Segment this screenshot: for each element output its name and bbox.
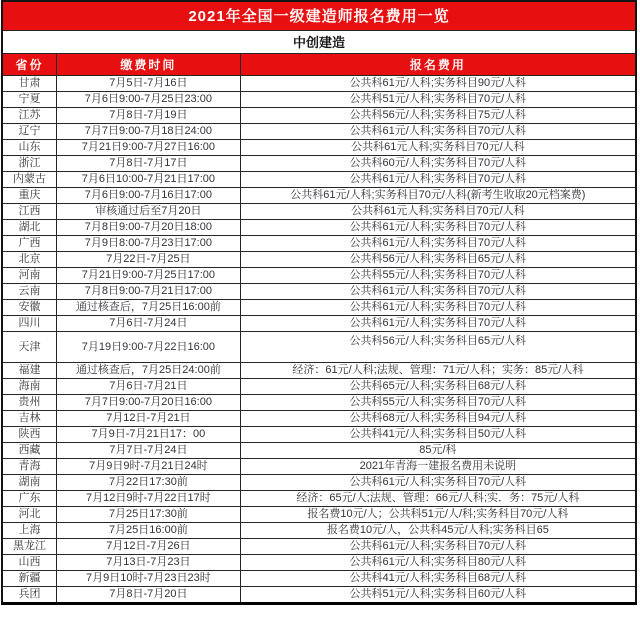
province-cell: 黑龙江 xyxy=(2,539,57,555)
table-row xyxy=(2,284,636,300)
time-cell: 7月6日-7月21日 xyxy=(57,379,241,395)
province-cell: 天津 xyxy=(2,332,57,363)
table-row xyxy=(2,363,636,379)
table-row xyxy=(2,507,636,523)
fee-cell: 报名费10元/人；公共科51元/人/科;实务科目70元/人科 xyxy=(240,507,636,523)
column-header-time: 缴费时间 xyxy=(57,54,241,76)
table-row xyxy=(2,236,636,252)
fee-cell: 公共科60元/人科;实务科目70元/人科 xyxy=(240,156,636,172)
time-cell: 7月21日9:00-7月25日17:00 xyxy=(57,268,241,284)
province-cell: 河南 xyxy=(2,268,57,284)
table-row xyxy=(2,252,636,268)
table-row xyxy=(2,475,636,491)
time-cell: 7月9日9时-7月21日24时 xyxy=(57,459,241,475)
table-row xyxy=(2,156,636,172)
time-cell: 7月22日17:30前 xyxy=(57,475,241,491)
fee-cell: 公共科61元/人科;实务科目70元/人科 xyxy=(240,316,636,332)
fee-cell: 公共科61元人科;实务科目70元/人科 xyxy=(240,140,636,156)
fee-cell: 报名费10元/人，公共科45元/人科;实务科目65 xyxy=(240,523,636,539)
table-row xyxy=(2,571,636,587)
fee-cell: 公共科61元/人科;实务科目70元/人科 xyxy=(240,220,636,236)
province-cell: 江西 xyxy=(2,204,57,220)
province-cell: 上海 xyxy=(2,523,57,539)
fee-cell: 公共科68元/人科;实务科目94元/人科 xyxy=(240,411,636,427)
province-cell: 湖北 xyxy=(2,220,57,236)
time-cell: 7月13日-7月23日 xyxy=(57,555,241,571)
time-cell: 7月8日-7月20日 xyxy=(57,587,241,604)
fee-cell: 公共科56元/人科;实务科目65元/人科 xyxy=(240,332,636,363)
table-row xyxy=(2,411,636,427)
time-cell: 7月12日-7月26日 xyxy=(57,539,241,555)
province-cell: 广西 xyxy=(2,236,57,252)
table-row xyxy=(2,395,636,411)
time-cell: 7月5日-7月16日 xyxy=(57,76,241,92)
fee-cell: 公共科61元/人科;实务科目80元/人科 xyxy=(240,555,636,571)
province-cell: 山东 xyxy=(2,140,57,156)
time-cell: 7月12日9时-7月22日17时 xyxy=(57,491,241,507)
time-cell: 7月19日9:00-7月22日16:00 xyxy=(57,332,241,363)
fee-cell: 公共科56元/人科;实务科目65元/人科 xyxy=(240,252,636,268)
table-row xyxy=(2,539,636,555)
province-cell: 宁夏 xyxy=(2,92,57,108)
fee-cell: 公共科61元/人科;实务科目70元/人科 xyxy=(240,539,636,555)
fee-cell: 公共科61元/人科;实务科目70元/人科 xyxy=(240,172,636,188)
province-cell: 福建 xyxy=(2,363,57,379)
fee-cell: 公共科61元/人科;实务科目70元/人科(新考生收取20元档案费) xyxy=(240,188,636,204)
brand-subtitle: 中创建造 xyxy=(2,31,636,54)
time-cell: 7月8日9:00-7月20日18:00 xyxy=(57,220,241,236)
time-cell: 7月6日10:00-7月21日17:00 xyxy=(57,172,241,188)
time-cell: 7月9日10时-7月23日23时 xyxy=(57,571,241,587)
province-cell: 广东 xyxy=(2,491,57,507)
table-row xyxy=(2,188,636,204)
time-cell: 7月9日8:00-7月23日17:00 xyxy=(57,236,241,252)
column-header-province: 省份 xyxy=(2,54,57,76)
fee-cell: 公共科61元人科;实务科目70元/人科 xyxy=(240,204,636,220)
fee-cell: 公共科61元/人科;实务科目70元/人科 xyxy=(240,124,636,140)
table-row xyxy=(2,459,636,475)
fee-cell: 公共科65元/人科;实务科目68元/人科 xyxy=(240,379,636,395)
time-cell: 审核通过后至7月20日 xyxy=(57,204,241,220)
table-row xyxy=(2,76,636,92)
fee-cell: 公共科56元/人科;实务科目75元/人科 xyxy=(240,108,636,124)
fee-cell: 公共科61元/人科;实务科目90元/人科 xyxy=(240,76,636,92)
fee-cell: 经济：61元/人科;法规、管理：71元/人科；实务：85元/人科 xyxy=(240,363,636,379)
fee-cell: 85元/科 xyxy=(240,443,636,459)
page-title: 2021年全国一级建造师报名费用一览 xyxy=(2,1,636,31)
table-row xyxy=(2,555,636,571)
fee-cell: 公共科55元/人科;实务科目70元/人科 xyxy=(240,395,636,411)
column-header-fee: 报名费用 xyxy=(240,54,636,76)
fee-cell: 公共科41元/人科;实务科目68元/人科 xyxy=(240,571,636,587)
province-cell: 云南 xyxy=(2,284,57,300)
table-row xyxy=(2,172,636,188)
time-cell: 7月8日-7月19日 xyxy=(57,108,241,124)
province-cell: 浙江 xyxy=(2,156,57,172)
table-row xyxy=(2,587,636,604)
province-cell: 湖南 xyxy=(2,475,57,491)
province-cell: 安徽 xyxy=(2,300,57,316)
fee-cell: 公共科61元/人科;实务科目70元/人科 xyxy=(240,284,636,300)
time-cell: 7月6日-7月24日 xyxy=(57,316,241,332)
table-row xyxy=(2,316,636,332)
province-cell: 江苏 xyxy=(2,108,57,124)
table-row xyxy=(2,268,636,284)
fee-cell: 2021年青海一建报名费用未说明 xyxy=(240,459,636,475)
province-cell: 兵团 xyxy=(2,587,57,604)
fee-cell: 公共科51元/人科;实务科目70元/人科 xyxy=(240,92,636,108)
fee-cell: 公共科61元/人科;实务科目70元/人科 xyxy=(240,236,636,252)
province-cell: 陕西 xyxy=(2,427,57,443)
table-row xyxy=(2,300,636,316)
table-row xyxy=(2,523,636,539)
fee-cell: 公共科51元/人科;实务科目60元/人科 xyxy=(240,587,636,604)
table-row xyxy=(2,379,636,395)
table-row xyxy=(2,332,636,363)
fee-table xyxy=(1,0,637,605)
time-cell: 7月25日17:30前 xyxy=(57,507,241,523)
title-row xyxy=(2,1,636,31)
province-cell: 内蒙古 xyxy=(2,172,57,188)
province-cell: 甘肃 xyxy=(2,76,57,92)
table-row xyxy=(2,108,636,124)
province-cell: 贵州 xyxy=(2,395,57,411)
table-row xyxy=(2,491,636,507)
table-row xyxy=(2,204,636,220)
fee-table-body xyxy=(2,76,636,604)
province-cell: 山西 xyxy=(2,555,57,571)
time-cell: 7月9日-7月21日17：00 xyxy=(57,427,241,443)
time-cell: 7月7日9:00-7月18日24:00 xyxy=(57,124,241,140)
province-cell: 青海 xyxy=(2,459,57,475)
time-cell: 7月7日9:00-7月20日16:00 xyxy=(57,395,241,411)
table-row xyxy=(2,220,636,236)
time-cell: 通过核查后，7月25日24:00前 xyxy=(57,363,241,379)
province-cell: 西藏 xyxy=(2,443,57,459)
fee-cell: 经济：65元/人;法规、管理：66元/人科;实．务：75元/人科 xyxy=(240,491,636,507)
province-cell: 吉林 xyxy=(2,411,57,427)
time-cell: 7月8日-7月17日 xyxy=(57,156,241,172)
time-cell: 7月22日-7月25日 xyxy=(57,252,241,268)
province-cell: 四川 xyxy=(2,316,57,332)
table-row xyxy=(2,92,636,108)
subtitle-row xyxy=(2,31,636,54)
column-header-row xyxy=(2,54,636,76)
table-row xyxy=(2,443,636,459)
province-cell: 辽宁 xyxy=(2,124,57,140)
table-row xyxy=(2,140,636,156)
province-cell: 重庆 xyxy=(2,188,57,204)
time-cell: 7月25日16:00前 xyxy=(57,523,241,539)
fee-cell: 公共科55元/人科;实务科目70元/人科 xyxy=(240,268,636,284)
time-cell: 7月8日9:00-7月21日17:00 xyxy=(57,284,241,300)
fee-cell: 公共科61元/人科;实务科目70元/人科 xyxy=(240,475,636,491)
time-cell: 通过核查后，7月25日16:00前 xyxy=(57,300,241,316)
time-cell: 7月6日9:00-7月16日17:00 xyxy=(57,188,241,204)
fee-table-sheet xyxy=(1,0,637,605)
table-row xyxy=(2,427,636,443)
time-cell: 7月6日9:00-7月25日23:00 xyxy=(57,92,241,108)
time-cell: 7月21日9:00-7月27日16:00 xyxy=(57,140,241,156)
province-cell: 新疆 xyxy=(2,571,57,587)
time-cell: 7月12日-7月21日 xyxy=(57,411,241,427)
fee-cell: 公共科61元/人科;实务科目70元/人科 xyxy=(240,300,636,316)
province-cell: 海南 xyxy=(2,379,57,395)
table-row xyxy=(2,124,636,140)
province-cell: 河北 xyxy=(2,507,57,523)
fee-cell: 公共科41元/人科;实务科目50元/人科 xyxy=(240,427,636,443)
time-cell: 7月7日-7月24日 xyxy=(57,443,241,459)
province-cell: 北京 xyxy=(2,252,57,268)
